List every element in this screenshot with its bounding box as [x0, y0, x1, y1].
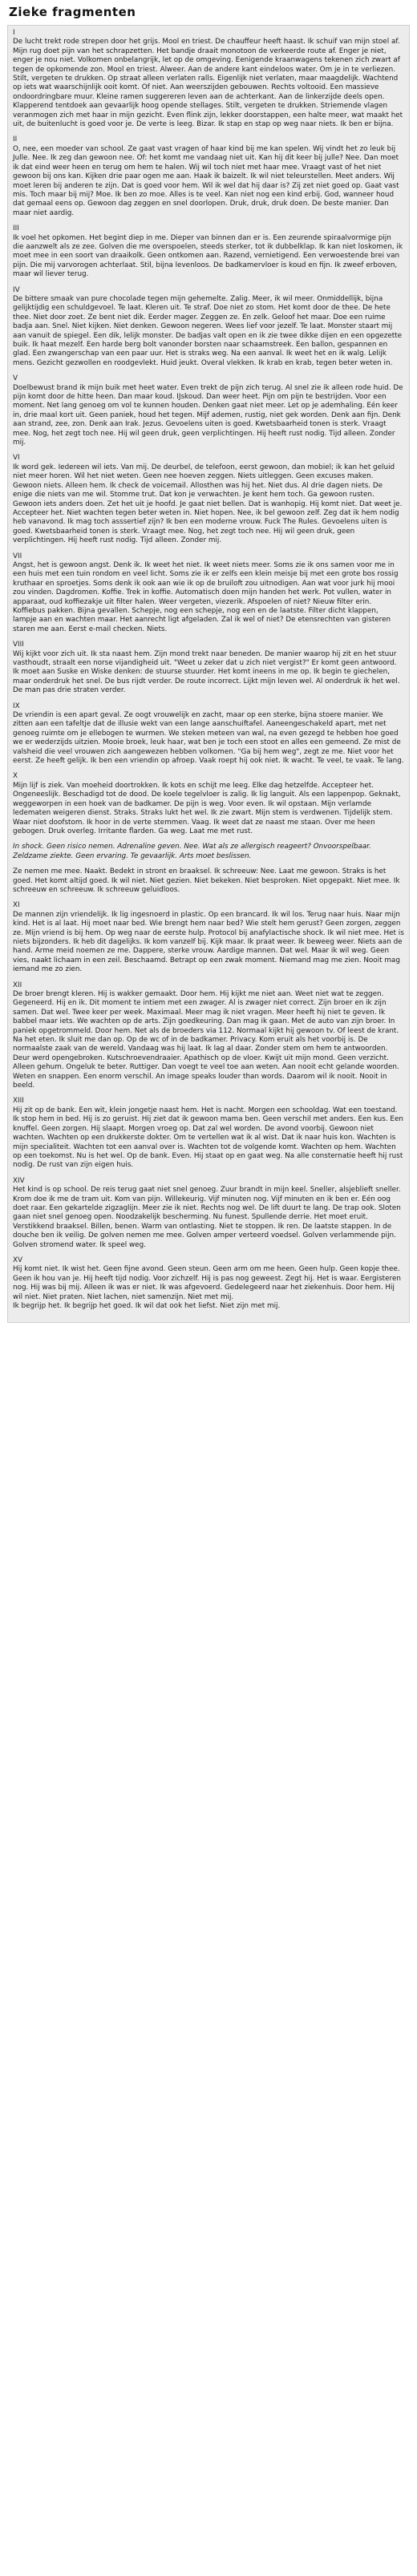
- section-body: [13, 1106, 404, 1171]
- section-number: XII: [13, 981, 22, 989]
- story-section: [13, 901, 404, 974]
- section-body: [13, 650, 404, 696]
- section-number: IV: [13, 285, 20, 294]
- paragraph: Ik begrijp het. Ik begrijp het goed. Ik wil dat ook het liefst. Niet zijn met mij.: [13, 1302, 281, 1310]
- paragraph: Ik voel het opkomen. Het begint diep in me. Dieper van binnen dan er is. Een zeurende spiraalvormige pijn die aanzwelt als ze zee. Golven die me overspoelen, steeds sterker, tot ik dubbelklap. Ik kan niet loskomen, ik moet mee in een soort van draaikolk. Geen ontkomen aan. Razend, vernietigend. Een verwoestende brei van pijn. Die mij varvorogen achterlaat. Stil, bijna levenloos. De badkamervloer is koud en fijn. Ik zweef erboven, maar wil liever terug.: [13, 233, 403, 279]
- paragraph: Ik word gek. Iedereen wil iets. Van mij. De deurbel, de telefoon, eerst gewoon, dan mobiel; ik kan het geluid niet meer horen. Wil het niet weten. Geen nee hoeven zeggen. Niets uitleggen. Geen excuses maken. Gewoon niets. Alleen hem. Ik check de voicemail. Allosthen was hij het. Niet dus. Al drie dagen niets. De enige die niets van me wil. Stomme trut. Dat kon je verwachten. Je kent hem toch. Ga gewoon rusten. Gewoon iets anders doen. Zet het uit je hoofd. Je gaat niet bellen. Dat is wanhopig. Hij komt niet. Dat weet je. Accepteer het. Niet wachten tegen beter weten in. Niet hopen. Nee, ik bel gewoon zelf. Zeg dat ik hem nodig heb vanavond. Ik mag toch asssertief zijn? Ik ben een moderne vrouw. Fuck The Rules. Gevoelens uiten is goed. Kwetsbaarheid tonen is sterk. Vraagt mee. Nog, het zegt toch nee. Hij wil geen druk, geen verplichtingen. Hij heeft rust nodig. Tijd alleen. Zonder mij.: [13, 463, 403, 545]
- section-number: I: [13, 29, 15, 37]
- story-section: [13, 843, 404, 861]
- section-body: [13, 711, 404, 766]
- section-body: [13, 990, 404, 1090]
- story-section: [13, 981, 404, 1091]
- story-section: [13, 135, 404, 218]
- section-number: XV: [13, 1256, 23, 1264]
- section-number: IX: [13, 702, 20, 710]
- paragraph: Het kind is op school. De reis terug gaat niet snel genoeg. Zuur brandt in mijn keel. Sneller, alsjeblieft sneller. Krom doe ik me de tram uit. Kom van pijn. Willekeurig. Vijf minuten nog. Vijf minuten en ik ben er. Eén oog doet raar. Een gekartelde zigzaglijn. Meer zie ik niet. Rechts nog wel. De lift duurt te lang. De trap ook. Sloten gaan niet snel genoeg open. Noodzakelijk bescherming. Nu funest. Spullende derrie. Het moet eruit. Verstikkend braaksel. Billen, benen. Warm van ontlasting. Niet te stoppen. Ik ren. De laatste stappen. In de douche ben ik veilig. De golven nemen me mee. Golven amper verteerd voedsel. Golven verlammende pijn. Golven stromend water. Ik speel weg.: [13, 1186, 401, 1249]
- story-section: [13, 454, 404, 545]
- paragraph: De vriendin is een apart geval. Ze oogt vrouwelijk en zacht, maar op een sterke, bijna stoere manier. We zitten aan een tafeltje dat de illusie wekt van een lange aanschuiftafel. Aaneengeschakeld apart, met net genoeg ruimte om je ellebogen te wurmen. We steken meteen van wal, na even gezegd te hebben hoe goed we er wederzijds uitzien. Mooie broek, leuk haar, wat ben je toch een stoot en alles een gemeend. Ze mist de valsheid die veel vrouwen zich aangewezen hebben volkomen. "Ga bij hem weg", zegt ze me. Niet voor het eerst. Ze heeft gelijk. Ik ben een vriendin op afroep. Vaak roept hij ook niet. Ik wacht. Te veel, te vaak. Te lang.: [13, 711, 404, 766]
- section-body: [13, 145, 404, 218]
- section-number: VI: [13, 454, 20, 463]
- story-section: [13, 552, 404, 635]
- story-section: [13, 374, 404, 447]
- section-body: [13, 867, 404, 895]
- section-number: V: [13, 374, 18, 383]
- paragraph: De bittere smaak van pure chocolade tegen mijn gehemelte. Zalig. Meer, ik wil meer. Onmiddellijk, bijna gelijktijdig een schuldgevoel. Te laat. Kleren uit. Te straf. Doe niet zo stom. Het komt door de thee. De hete thee. Niet door zoet. Ze bent niet dik. Eerder mager. Zeggen ze. En zelk. Geloof het maar. Doe een ruime badja aan. Snel. Niet kijken. Niet denken. Gewoon negeren. Wees lief voor jezelf. Te laat. Monster staart mij aan vanuit de spiegel. Een dik, lelijk monster. De badjas valt open en ik zie twee dikke dijen en een opgezette buik. Ik haat mezelf. Een harde berg bolt vanonder borsten naar schaamstreek. Een ballon, gespannen en glad. Een zwangerschap van een paar uur. Het is straks weg. Na een aanval. Ik weet het en ik walg. Lelijk mens. Gezicht gezwollen en roodgevlekt. Huid jeukt. Overal vlekken. Ik krab en krab, tegen beter weten in.: [13, 294, 403, 367]
- paragraph: De lucht trekt rode strepen door het grijs. Mool en triest. De chauffeur heeft haast. Ik schuif van mijn stoel af. Mijn rug doet pijn van het schrapzetten. Het bandje draait monotoon de verkeerde route af. Enger je niet, enger je nou niet. Volkomen onbelangrijk, let op de omgeving. Eenigende kraanwagens tekenen zich zwart af tegen de opkomende zon. Mool en triest. Alweer. Aan de andere kant eindeloos water. Om je in te verliezen. Stilt, vergeten te drukken. Op straat alleen verlaten ralls. Eigenlijk niet verlaten, maar maagdelijk. Wachtend op iets wat waarschijnlijk ooit komt. Of niet. Aan weerszijden gebouwen. Rechts voltooid. Een massieve ondoordringbare muur. Kleine ramen suggereren leven aan de achterkant. Aan de linkerzijde deels open. Klapperend tentdoek aan gevaarlijk hoog opende stellages. Stilt, vergeten te drukken. Striemende vlagen veranmogen zich met haar in mijn gezicht. Even flink zijn, lekker doorstappen, een halte meer, wat maakt het uit, de buitenlucht is goed voor je. De verte is leeg. Bizar. Ik stap en stap op weg naar niets. Ik ben er bijna.: [13, 38, 403, 129]
- section-body: [13, 234, 404, 280]
- section-body: [13, 1186, 404, 1250]
- paragraph: Ze nemen me mee. Naakt. Bedekt in stront en braaksel. Ik schreeuw: Nee. Laat me gewoon. Straks is het goed. Het komt altijd goed. Ik wil niet. Niet gezien. Niet bekeken. Niet besproken. Niet opgepakt. Niet mee. Ik schreeuw en schreeuw. Ik schreeuw geluidloos.: [13, 867, 400, 894]
- section-number: VIII: [13, 641, 24, 649]
- section-body: [13, 295, 404, 368]
- section-body: [13, 384, 404, 448]
- story-section: [13, 772, 404, 836]
- paragraph: De broer brengt kleren. Hij is wakker gemaakt. Door hem. Hij kijkt me niet aan. Weet niet wat te zeggen. Gegeneerd. Hij en ik. Dit moment te intiem met een zwager. Al is zwager niet correct. Zijn broer en ik zijn samen. Dat wel. Twee keer per week. Maximaal. Meer mag ik niet vragen. Meer heeft hij niet te geven. Ik babbel maar iets. We wachten op de arts. Zijn goedkeuring. Dan mag ik gaan. Met de auto van zijn broer. In paniek opgetrommeld. Door hem. Net als de broeders via 112. Normaal kijkt hij gewoon tv. Of leest de krant. Na het eten. Ik sluit me dan op. Op de wc of in de badkamer. Privacy. Kom eruit als het voorbij is. De normaalste zaak van de wereld. Vandaag was hij laat. Ik lag al daar. Zonder stem om hem te antwoorden. Deur werd opengebroken. Kutschroevendraaier. Apathisch op de vloer. Kwijt uit mijn mond. Geen verzicht. Alleen gehum. Ongeluk te beter. Ruttiger. Dan voegt te veel toe aan weten. Aan nooit echt gelande woorden. Weten en snappen. Een enorm verschil. An image speaks louder than words. Daarom wil ik nooit. Nooit in beeld.: [13, 990, 399, 1090]
- paragraph: In shock. Geen risico nemen. Adrenaline geven. Nee. Wat als ze allergisch reageert? Onvoorspelbaar. Zeldzame ziekte. Geen ervaring. Te gevaarlijk. Arts moet beslissen.: [13, 843, 371, 860]
- section-body: [13, 911, 404, 975]
- story-card: [7, 25, 410, 1323]
- section-body: [13, 38, 404, 129]
- story-section: [13, 29, 404, 129]
- section-number: XIII: [13, 1097, 24, 1106]
- section-number: X: [13, 772, 18, 781]
- section-body: [13, 782, 404, 836]
- story-section: [13, 1097, 404, 1170]
- section-number: XIV: [13, 1176, 25, 1185]
- paragraph: Hij zit op de bank. Een wit, klein jongetje naast hem. Het is nacht. Morgen een schooldag. Wat een toestand. Ik stop hem in bed. Hij is zo geruist. Hij ziet dat ik gewoon mama ben. Geen verschil met anders. Een kus. Een knuffel. Geen zorgen. Hij slaapt. Morgen vroeg op. Dat zal wel worden. De avond voorbij. Gewoon niet wachten. Wachten op een drukkerste dokter. Om te vertellen wat ik al wist. Dat ik naar huis kon. Wachten is mijn specialiteit. Wachten tot een aanval over is. Wachten tot de volgende komt. Wachten op hem. Wachten op een toekomst. Nu is het wel. Op de bank. Even. Hij staat op en gaat weg. Na alle consternatie heeft hij rust nodig. De rust van zijn eigen huis.: [13, 1106, 403, 1170]
- section-number: II: [13, 135, 18, 144]
- section-body: [13, 1265, 404, 1311]
- story-section: [13, 1256, 404, 1311]
- story-section: [13, 641, 404, 695]
- paragraph: Hij komt niet. Ik wist het. Geen fijne avond. Geen steun. Geen arm om me heen. Geen hulp. Geen kopje thee. Geen ik hou van je. Hij heeft tijd nodig. Voor zichzelf. Hij is pas nog geweest. Zegt hij. Het is waar. Eergisteren nog. Hij was bij mij. Alleen ik was er niet. Ik was afgevoerd. Gedelegeerd naar het ziekenhuis. Door hem. Hij wil niet. Niet praten. Niet lachen, niet samenzijn. Niet met mij.: [13, 1265, 401, 1301]
- section-body: [13, 463, 404, 546]
- story-section: [13, 702, 404, 766]
- paragraph: Doelbewust brand ik mijn buik met heet water. Even trekt de pijn zich terug. Al snel zie ik alleen rode huid. De pijn komt door de hitte heen. Dan maar koud. IJskoud. Dan weer heet. Pijn om pijn te bestrijden. Voor een moment. Net lang genoeg om vol te kunnen houden. Denken gaat niet meer. Let op je ademhaling. Eén keer in, drie maal kort uit. Geen paniek, houd het tegen. Mijf ademen, rustig, niet gek worden. Denk aan fijn. Denk aan strand, zee, zon. Denk aan Irak. Jezus. Gevoelens uiten is goed. Kwetsbaarheid tonen is sterk. Vraagt mee. Nog, het zegt toch nee. Hij wil geen druk, geen verplichtingen. Hij heeft rust nodig. Tijd alleen. Zonder mij.: [13, 383, 403, 447]
- section-body: [13, 843, 404, 861]
- story-section: [13, 867, 404, 895]
- paragraph: Wij kijkt voor zich uit. Ik sta naast hem. Zijn mond trekt naar beneden. De manier waarop hij zit en het stuur vasthoudt, straalt een norse vijandigheid uit. "Weet u zeker dat u zich niet vergist?" Er komt geen antwoord. Ik moet aan Suske en Wiske denken: de stuurse stuurder. Het komt ineens in me op. Ik begin te giechelen, maar onderdruk het snel. De bus rijdt verder. De route incorrect. Lijkt mijn leven wel. Al onderdruk ik het wel. De man pas drie straten verder.: [13, 649, 400, 695]
- story-section: [13, 224, 404, 279]
- paragraph: Angst, het is gewoon angst. Denk ik. Ik weet het niet. Ik weet niets meer. Soms zie ik ons samen voor me in een huis met een tuin rondom en veel licht. Soms zie ik er zelfs een klein meisje bij met een grote bos rossig kruthaar en sproetjes. Soms denk ik ook aan wie ik op de bruiloft zou uitnodigen. Aan wat voor jurk hij mooi zou vinden. Dagdromen. Koffie. Trek in koffie. Automatisch doen mijn handen het werk. Pot vullen, water in apparaat, oud koffiezakje uit filter halen. Weer vergeten, viezerik. Afspoelen of niet? Nieuw filter erin. Koffiebus pakken. Bijna gevallen. Schepje, nog een schepje, nog een en de laatste. Filter dicht klappen, lampje aan en wachten maar. Het aanrecht ligt afgeladen. Zal ik wel of niet? De etensrechten van gisteren staren me aan. Eerst e-mail checken. Niets.: [13, 560, 399, 633]
- paragraph: De mannen zijn vriendelijk. Ik lig ingesnoerd in plastic. Op een brancard. Ik wil los. Terug naar huis. Naar mijn kind. Het is al laat. Hij moet naar bed. Wie brengt hem naar bed? Wie stelt hem gerust? Geen zorgen, zeggen ze. Mijn vriend is bij hem. Op weg naar de eerste hulp. Protocol bij anafylactische shock. Ik wil niet mee. Het is niets bijzonders. Ik heb dit dagelijks. Ik kom vanzelf bij. Kijk maar. Ik praat weer. Ik beweeg weer. Niets aan de hand. Arme meid noemen ze me. Dappere, sterke vrouw. Aardige mannen. Dat wel. Maar ik wil weg. Geen vies, naakt lichaam in een zeil. Beschaamd. Betrapt op een zwak moment. Niemand mag me zien. Nooit mag iemand me zo zien.: [13, 910, 404, 974]
- section-number: III: [13, 224, 19, 233]
- paragraph: O, nee, een moeder van school. Ze gaat vast vragen of haar kind bij me kan spelen. Wij vindt het zo leuk bij Julle. Nee. Ik zeg dan gewoon nee. Of: het komt me vandaag niet uit. Kan hij dit keer bij julle? Nee. Dan moet ik dat eind weer heen en terug om hem te halen. Wij wil toch niet met haar mee. Vraagt vast of het niet gewoon bij ons kan. Kijken drie paar ogen me aan. Haak ik baizelt. Ik wil niet teleurstellen. Meet anders. Wij moet leren bij anderen te zijn. Dat is goed voor hem. Wil ik wel dat hij daar is? Zij zet niet goed op. Gaat vast mis. Toch maar bij mij? Moe. Ik ben zo moe. Alles is te veel. Kan niet nog een kind erbij. God, wanneer houd dat gemaal eens op. Gewoon dag zeggen en snel doorlopen. Druk, druk, druk doen. De beste manier. Dan maar niet aardig.: [13, 144, 399, 217]
- paragraph: Mijn lijf is ziek. Van moeheid doortrokken. Ik kots en schijt me leeg. Elke dag hetzelfde. Accepteer het. Ongeneeslijk. Beschadigd tot de dood. De koele tegelvloer is zalig. Ik lig languit. Als een lappenpop. Geknakt, weggeworpen in een hoek van de badkamer. De pijn is weg. Voor even. Ik wil opstaan. Mijn verlamde ledematen weigeren dienst. Straks. Straks lukt het wel. Ik zie zwart. Mijn stem is verdwenen. Tijdelijk stem. Waar niet doofstom. Ik hoor in de verte stemmen. Vaag. Ik weet dat ze naast me staan. Over me heen gebogen. Druk overleg. Irritante flarden. Ga weg. Laat me met rust.: [13, 781, 401, 835]
- section-body: [13, 561, 404, 634]
- page-title: Zieke fragmenten: [9, 5, 136, 19]
- section-number: VII: [13, 552, 22, 560]
- story-section: [13, 1177, 404, 1250]
- section-number: XI: [13, 901, 20, 910]
- story-section: [13, 286, 404, 369]
